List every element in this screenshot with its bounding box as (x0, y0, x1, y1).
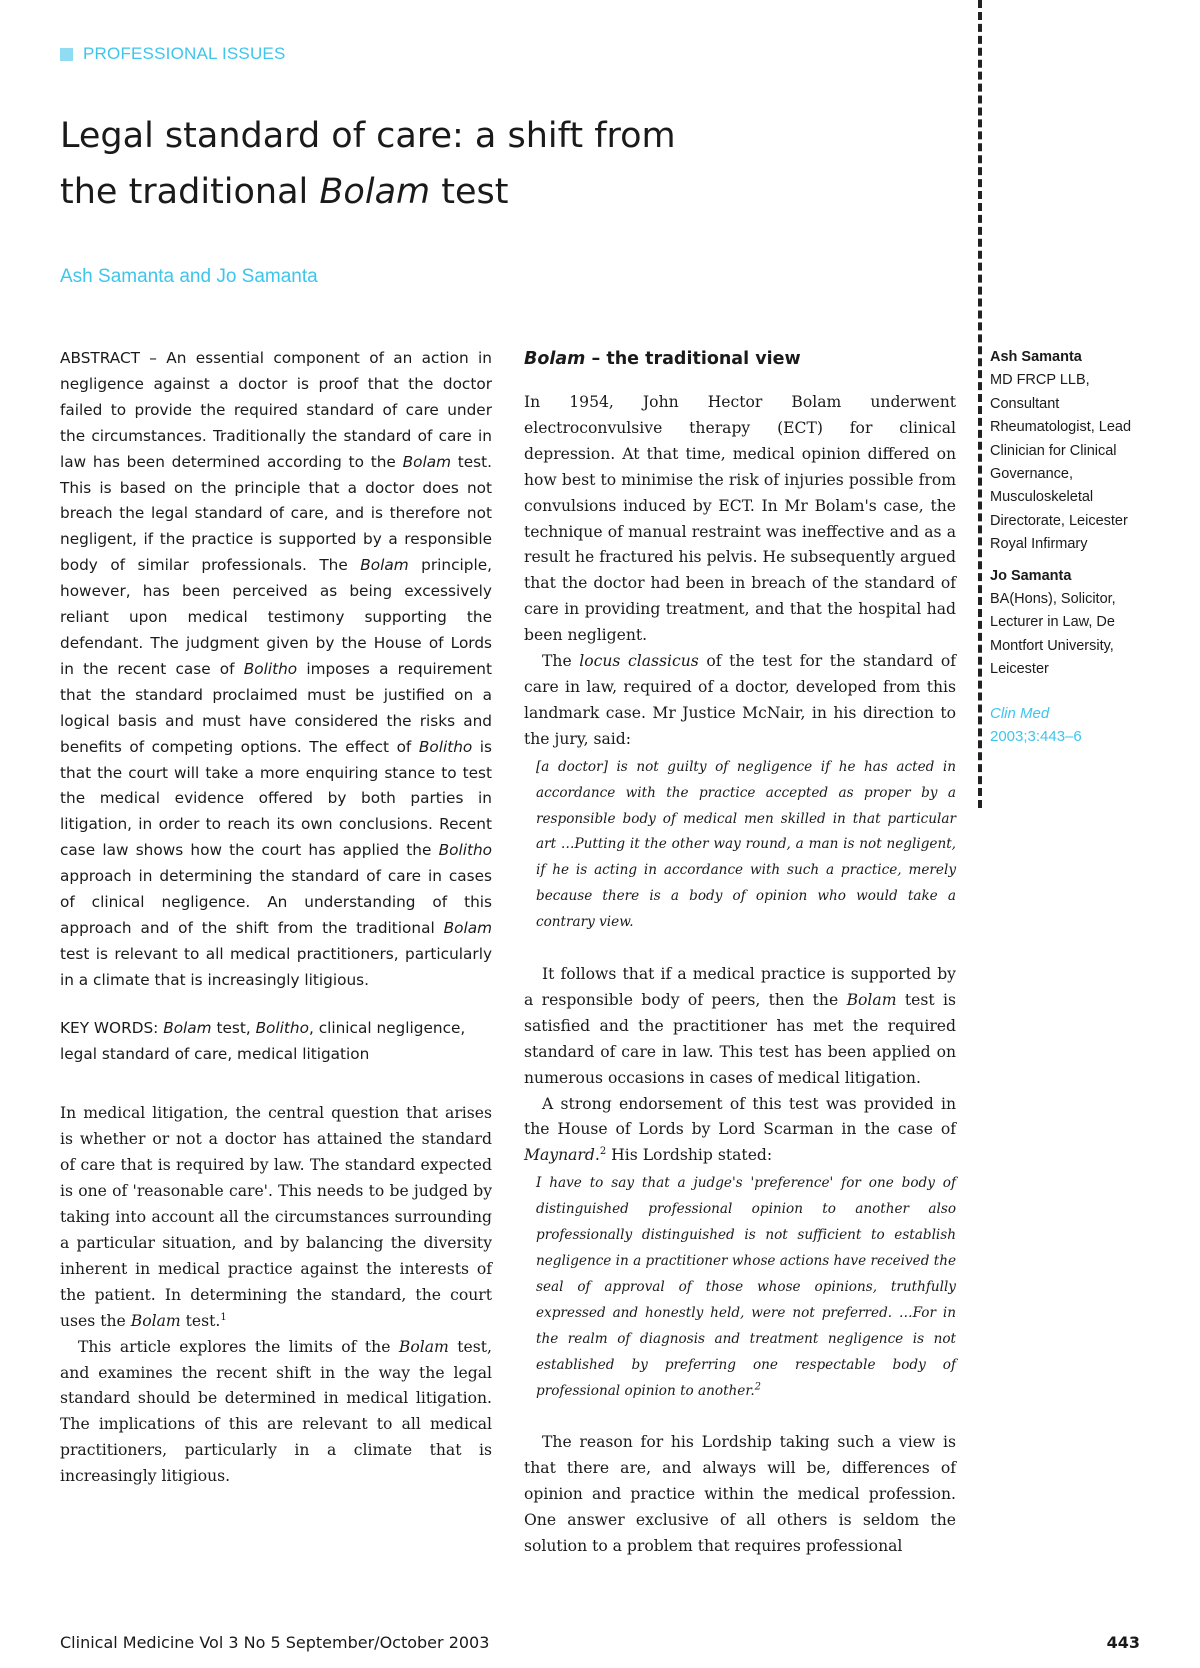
bolam-paragraph-4 (524, 1092, 956, 1170)
abstract-em-3: Bolitho (243, 659, 298, 678)
intro-p2-text-b: test, and examines the recent shift in the way the legal standard should be determined in medical litigation. The implications of this are relevant to all medical practitioners, particularly in a climate that is increasingly litigious. (60, 1337, 492, 1486)
author-2-name: Jo Samanta (990, 567, 1072, 584)
bolam-p4-text-a: A strong endorsement of this test was provided in the House of Lords by Lord Scarman in the case of (524, 1094, 956, 1139)
heading-em: Bolam (524, 349, 586, 369)
author-1-info (990, 346, 1140, 557)
abstract-text-5: is that the court will take a more enquiring stance to test the medical evidence offered by both parties in litigation, in order to reach its own conclusions. Recent case law shows how the court has applied the (60, 737, 492, 860)
intro-paragraph-1 (60, 1101, 492, 1334)
quote-scarman (536, 1171, 956, 1404)
bolam-paragraph-3 (524, 962, 956, 1092)
bolam-paragraph-5: The reason for his Lordship taking such a view is that there are, and always will be, differences of opinion and practice within the medical profession. One answer exclusive of all others is seldom the solution to a problem that requires professional (524, 1433, 956, 1556)
citation-ref: 2003;3:443–6 (990, 728, 1082, 746)
abstract-text-3: principle, however, has been perceived as being excessively reliant upon medical testimony supporting the defendant. The judgment given by the House of Lords in the recent case of (60, 556, 492, 678)
footer-journal: Clinical Medicine Vol 3 No 5 September/October 2003 (60, 1633, 490, 1652)
citation (990, 702, 1140, 749)
bolam-p4-text-c: His Lordship stated: (606, 1146, 773, 1165)
bolam-p3-text-b: test is satisfied and the practitioner has met the required standard of care in law. This test has been applied on numerous occasions in cases of medical litigation. (524, 990, 957, 1087)
bolam-p3-text-a: It follows that if a medical practice is supported by a responsible body of peers, then the (524, 965, 956, 1009)
title-line2-suffix: test (430, 172, 509, 212)
bolam-p2-text-b: of the test for the standard of care in law, required of a doctor, developed from this landmark case. Mr Justice McNair, in his direction to the jury, said: (524, 652, 956, 748)
author-1-details: MD FRCP LLB, Consultant Rheumatologist, Lead Clinician for Clinical Governance, Musculoskeletal Directorate, Leicester Royal Infirmary (990, 372, 1132, 553)
heading-rest: – the traditional view (585, 349, 801, 369)
abstract-em-1: Bolam (402, 452, 451, 471)
author-2-details: BA(Hons), Solicitor, Lecturer in Law, De Montfort University, Leicester (990, 591, 1116, 678)
reference-sup-3: 2 (754, 1381, 762, 1392)
title-line2-prefix: the traditional (60, 172, 320, 212)
page-number: 443 (1106, 1633, 1140, 1652)
bolam-p4-text-b: . (594, 1146, 600, 1165)
middle-column (524, 346, 956, 1560)
reference-sup-2: 2 (599, 1146, 607, 1158)
abstract-em-4: Bolitho (418, 737, 473, 756)
abstract-em-2: Bolam (360, 556, 409, 575)
abstract-text-2: test. This is based on the principle that a doctor does not breach the legal standard of care, and is therefore not negligent, if the practice is supported by a responsible body of similar professionals. The (60, 452, 492, 575)
margin-dashed-rule (978, 0, 982, 808)
abstract-text-4: imposes a requirement that the standard proclaimed must be justified on a logical basis and must have considered the risks and benefits of competing options. The effect of (60, 659, 493, 756)
intro-p2-text-a: This article explores the limits of the (78, 1337, 399, 1356)
author-sidebar (990, 346, 1140, 749)
abstract-em-6: Bolam (443, 918, 492, 937)
keywords-text-1: test, (211, 1018, 256, 1037)
keywords-em-1: Bolam (163, 1018, 212, 1037)
title-line2-em: Bolam (319, 172, 431, 212)
abstract-em-5: Bolitho (438, 841, 492, 860)
quote-mcnair: [a doctor] is not guilty of negligence if he has acted in accordance with the practice accepted as proper by a responsible body of medical men skilled in that particular art …Putting it the other way round, a man is not negligent, if he is acting in accordance with such a practice, merely because there is a body of opinion who would take a contrary view. (536, 758, 956, 931)
reference-sup-1: 1 (220, 1311, 227, 1323)
bolam-paragraph-2 (524, 649, 956, 753)
keywords-text-2: , clinical negligence, legal standard of care, medical litigation (60, 1018, 466, 1063)
keywords-label: KEY WORDS: (60, 1018, 164, 1037)
bolam-p3-em: Bolam (846, 990, 897, 1009)
section-heading (524, 346, 956, 372)
section-tag-label: PROFESSIONAL ISSUES (83, 44, 286, 63)
left-column (60, 346, 492, 1490)
keywords (60, 1016, 492, 1068)
intro-p1-em: Bolam (130, 1311, 181, 1330)
article-title (60, 108, 780, 220)
intro-p1-end: test. (180, 1311, 221, 1330)
title-line1: Legal standard of care: a shift from (60, 116, 676, 156)
bolam-p2-text-a: The (542, 652, 580, 671)
intro-p1-text: In medical litigation, the central question that arises is whether or not a doctor has attained the standard of care that is required by law. The standard expected is one of 'reasonable care'. This needs to be judged by taking into account all the circumstances surrounding a particular situation, and by balancing the diversity inherent in medical practice against the interests of the patient. In determining the standard, the court uses the (60, 1104, 492, 1330)
article-authors: Ash Samanta and Jo Samanta (60, 266, 318, 287)
abstract-text-6: approach in determining the standard of care in cases of clinical negligence. An understanding of this approach and of the shift from the traditional (60, 867, 492, 937)
bolam-p2-em: locus classicus (579, 652, 699, 671)
author-2-info (990, 565, 1140, 682)
author-1-name: Ash Samanta (990, 349, 1082, 365)
bolam-p4-em: Maynard (524, 1146, 595, 1165)
quote-scarman-text: I have to say that a judge's 'preference' for one body of distinguished professional opinion to another also professionally distinguished is not sufficient to establish negligence in a practitioner whose actions have received the seal of approval of those whose opinions, truthfully expressed and honestly held, were not preferred. …For in the realm of diagnosis and treatment negligence is not established by preferring one respectable body of professional opinion to another. (536, 1175, 957, 1399)
section-tag (60, 44, 286, 64)
abstract-text-1: ABSTRACT – An essential component of an action in negligence against a doctor is proof that the doctor failed to provide the required standard of care under the circumstances. Traditionally the standard of care in law has been determined according to the (60, 349, 492, 471)
intro-p2-em: Bolam (398, 1337, 449, 1356)
citation-journal: Clin Med (990, 704, 1050, 722)
abstract-text-7: test is relevant to all medical practitioners, particularly in a climate that is increasingly litigious. (60, 944, 492, 989)
intro-paragraph-2 (60, 1335, 492, 1490)
keywords-em-2: Bolitho (255, 1018, 309, 1037)
section-square-icon (60, 48, 73, 61)
abstract (60, 346, 492, 994)
bolam-paragraph-1: In 1954, John Hector Bolam underwent electroconvulsive therapy (ECT) for clinical depression. At that time, medical opinion differed on how best to minimise the risk of injuries possible from convulsions induced by ECT. In Mr Bolam's case, the technique of manual restraint was ineffective and as a result he fractured his pelvis. He subsequently argued that the doctor had been in breach of the standard of care in providing treatment, and that the hospital had been negligent. (524, 393, 956, 645)
